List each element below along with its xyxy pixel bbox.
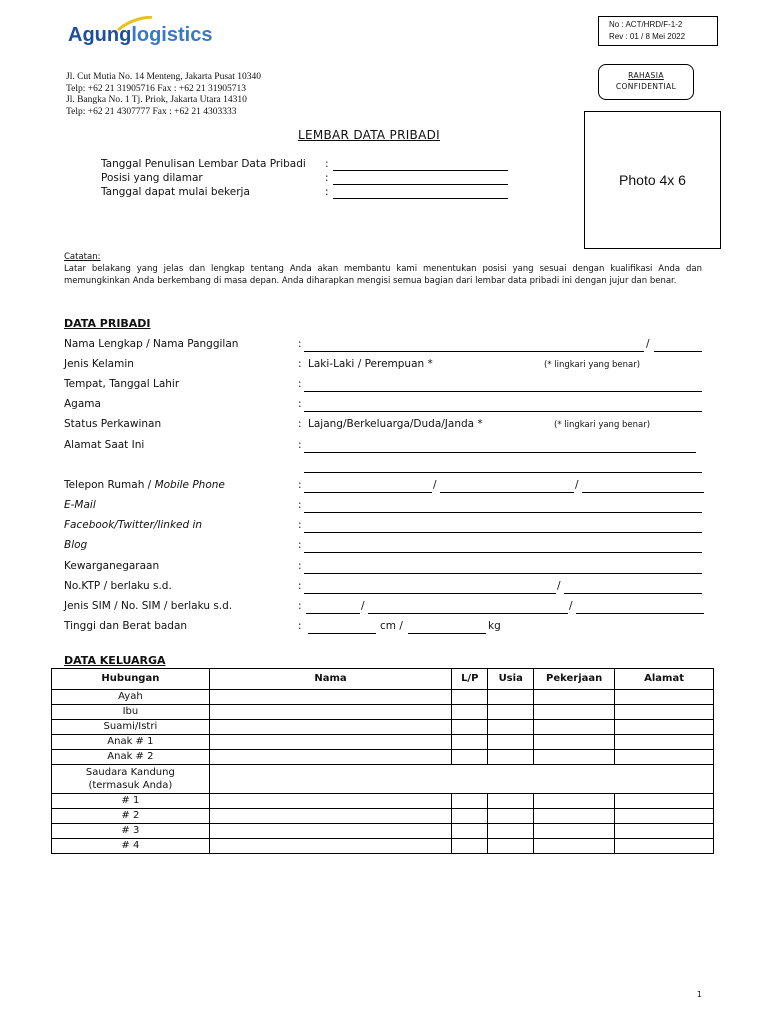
cm-unit: cm /: [380, 620, 403, 632]
table-row: [52, 750, 714, 765]
relation-cell: [52, 765, 210, 794]
field-gender[interactable]: [64, 358, 704, 378]
field-label: Blog: [64, 539, 88, 551]
gender-cell[interactable]: [452, 809, 488, 824]
colon: :: [298, 358, 302, 370]
field-label: Agama: [64, 398, 101, 410]
colon: :: [298, 580, 302, 592]
citizenship-input-line[interactable]: [304, 573, 702, 574]
sim-type-line[interactable]: [306, 613, 360, 614]
table-row: [52, 794, 714, 809]
field-label: Alamat Saat Ini: [64, 439, 145, 451]
notes-block: [64, 251, 702, 287]
address-line: Telp: +62 21 31905716 Fax : +62 21 31905713: [66, 83, 246, 94]
age-cell[interactable]: [488, 750, 534, 765]
job-cell[interactable]: [534, 750, 615, 765]
address-line: Jl. Cut Mutia No. 14 Menteng, Jakarta Pusat 10340: [66, 72, 261, 82]
page-title: LEMBAR DATA PRIBADI: [298, 128, 440, 142]
field-address[interactable]: [64, 439, 704, 459]
height-input-line[interactable]: [308, 633, 376, 634]
job-cell[interactable]: [534, 735, 615, 750]
name-cell[interactable]: [209, 794, 452, 809]
company-logo: [68, 24, 212, 47]
field-social[interactable]: [64, 519, 704, 539]
colon: :: [298, 338, 302, 350]
address-line: Telp: +62 21 4307777 Fax : +62 21 4303333: [66, 106, 237, 117]
slash: /: [361, 600, 365, 612]
field-address-continued[interactable]: [64, 459, 704, 479]
field-birth[interactable]: [64, 378, 704, 398]
table-row: [52, 735, 714, 750]
slash: /: [569, 600, 573, 612]
age-cell[interactable]: [488, 824, 534, 839]
slash: /: [646, 338, 650, 350]
relation-cell: Ibu: [52, 705, 210, 720]
field-label: Facebook/Twitter/linked in: [64, 519, 203, 531]
form-date-line[interactable]: [333, 170, 508, 171]
address-cell[interactable]: [615, 794, 714, 809]
ktp-number-line[interactable]: [304, 593, 556, 594]
relation-cell: # 1: [52, 794, 210, 809]
gender-cell[interactable]: [452, 705, 488, 720]
logo-swoosh-icon: [116, 16, 154, 32]
nickname-input-line[interactable]: [654, 351, 702, 352]
age-cell[interactable]: [488, 839, 534, 854]
address-line: Jl. Bangka No. 1 Tj. Priok, Jakarta Utara 14310: [66, 95, 247, 105]
siblings-sublabel: (termasuk Anda): [88, 780, 173, 791]
phone-label-home: Telepon Rumah /: [64, 479, 155, 491]
field-label: Jenis Kelamin: [64, 358, 134, 370]
table-row: [52, 690, 714, 705]
form-position-line[interactable]: [333, 184, 508, 185]
marital-options[interactable]: Lajang/Berkeluarga/Duda/Janda *: [308, 418, 483, 430]
colon: :: [298, 439, 302, 451]
slash: /: [433, 479, 437, 491]
colon: :: [298, 539, 302, 551]
circle-note: (* lingkari yang benar): [554, 420, 651, 430]
section-title-personal: DATA PRIBADI: [64, 317, 151, 330]
table-row: [52, 705, 714, 720]
name-cell[interactable]: [209, 735, 452, 750]
name-cell[interactable]: [209, 690, 452, 705]
relation-cell: # 2: [52, 809, 210, 824]
field-label: Status Perkawinan: [64, 418, 162, 430]
doc-number: No : ACT/HRD/F-1-2: [609, 20, 683, 29]
table-row: [52, 824, 714, 839]
job-cell[interactable]: [534, 839, 615, 854]
table-row-siblings-header: [52, 765, 714, 794]
job-cell[interactable]: [534, 809, 615, 824]
column-header: Hubungan: [52, 669, 210, 690]
name-cell[interactable]: [209, 720, 452, 735]
colon: :: [298, 600, 302, 612]
form-date-label: Tanggal Penulisan Lembar Data Pribadi: [101, 158, 306, 170]
slash: /: [575, 479, 579, 491]
name-cell[interactable]: [209, 750, 452, 765]
address-cell[interactable]: [615, 720, 714, 735]
age-cell[interactable]: [488, 705, 534, 720]
job-cell[interactable]: [534, 690, 615, 705]
religion-input-line[interactable]: [304, 411, 702, 412]
job-cell[interactable]: [534, 824, 615, 839]
field-label: No.KTP / berlaku s.d.: [64, 580, 172, 592]
gender-cell[interactable]: [452, 824, 488, 839]
document-number-box: [598, 16, 718, 46]
relation-cell: # 4: [52, 839, 210, 854]
notes-caption: Catatan:: [64, 252, 101, 262]
form-start-line[interactable]: [333, 198, 508, 199]
field-name[interactable]: [64, 338, 704, 358]
colon: :: [325, 172, 329, 184]
field-label: Nama Lengkap / Nama Panggilan: [64, 338, 239, 350]
address-cell[interactable]: [615, 809, 714, 824]
relation-cell: Suami/Istri: [52, 720, 210, 735]
sim-valid-line[interactable]: [576, 613, 704, 614]
colon: :: [298, 560, 302, 572]
form-position-label: Posisi yang dilamar: [101, 172, 203, 184]
field-label: Tempat, Tanggal Lahir: [64, 378, 180, 390]
phone-label-mobile: Mobile Phone: [154, 479, 225, 491]
name-cell[interactable]: [209, 809, 452, 824]
kg-unit: kg: [488, 620, 501, 632]
name-cell[interactable]: [209, 839, 452, 854]
notes-text: Latar belakang yang jelas dan lengkap tentang Anda akan membantu kami menentukan posisi yang sesuai dengan kualifikasi Anda dan memungkinkan Anda berkembang di masa depan. Anda diharapkan mengisi semua bagian dari lembar data pribadi ini dengan jujur dan benar.: [64, 264, 702, 286]
section-title-family: DATA KELUARGA: [64, 654, 166, 667]
column-header: L/P: [452, 669, 488, 690]
relation-cell: Anak # 2: [52, 750, 210, 765]
home-phone-line[interactable]: [304, 492, 432, 493]
colon: :: [298, 378, 302, 390]
confidential-badge: [598, 64, 694, 100]
column-header: Usia: [488, 669, 534, 690]
colon: :: [298, 519, 302, 531]
job-cell[interactable]: [534, 720, 615, 735]
page-number: 1: [696, 990, 702, 999]
address-cell[interactable]: [615, 750, 714, 765]
name-cell[interactable]: [209, 705, 452, 720]
circle-note: (* lingkari yang benar): [544, 360, 641, 370]
address-input-line[interactable]: [304, 452, 696, 453]
colon: :: [298, 398, 302, 410]
field-ktp[interactable]: [64, 580, 704, 600]
gender-cell[interactable]: [452, 794, 488, 809]
company-address: [66, 72, 261, 118]
table-row: [52, 809, 714, 824]
field-marital[interactable]: [64, 418, 704, 438]
slash: /: [557, 580, 561, 592]
phone-extra-line[interactable]: [582, 492, 704, 493]
age-cell[interactable]: [488, 735, 534, 750]
table-row: [52, 839, 714, 854]
address-cell[interactable]: [615, 735, 714, 750]
field-label: [64, 479, 225, 491]
doc-revision: Rev : 01 / 8 Mei 2022: [609, 32, 686, 41]
table-row: [52, 720, 714, 735]
blog-input-line[interactable]: [304, 552, 702, 553]
confidential-label-en: CONFIDENTIAL: [615, 82, 677, 91]
gender-cell[interactable]: [452, 839, 488, 854]
address-cell[interactable]: [615, 705, 714, 720]
relation-cell: # 3: [52, 824, 210, 839]
form-start-row[interactable]: [101, 186, 521, 202]
field-label: Tinggi dan Berat badan: [64, 620, 188, 632]
confidential-label-id: RAHASIA: [628, 71, 664, 80]
gender-cell[interactable]: [452, 720, 488, 735]
field-citizenship[interactable]: [64, 560, 704, 580]
colon: :: [298, 499, 302, 511]
column-header: Pekerjaan: [534, 669, 615, 690]
siblings-label: Saudara Kandung: [85, 767, 175, 778]
table-header-row: [52, 669, 714, 690]
photo-label: Photo 4x 6: [619, 172, 686, 188]
gender-cell[interactable]: [452, 690, 488, 705]
social-input-line[interactable]: [304, 532, 702, 533]
field-blog[interactable]: [64, 539, 704, 559]
column-header: Alamat: [615, 669, 714, 690]
merged-cell: [209, 765, 713, 794]
address-cell[interactable]: [615, 690, 714, 705]
field-height-weight[interactable]: [64, 620, 704, 640]
form-start-label: Tanggal dapat mulai bekerja: [101, 186, 250, 198]
address-cell[interactable]: [615, 824, 714, 839]
name-cell[interactable]: [209, 824, 452, 839]
field-label: Kewarganegaraan: [64, 560, 160, 572]
gender-cell[interactable]: [452, 750, 488, 765]
gender-options[interactable]: Laki-Laki / Perempuan *: [308, 358, 433, 370]
weight-input-line[interactable]: [408, 633, 486, 634]
field-email[interactable]: [64, 499, 704, 519]
field-label: Jenis SIM / No. SIM / berlaku s.d.: [64, 600, 233, 612]
family-table: [51, 668, 714, 854]
age-cell[interactable]: [488, 794, 534, 809]
colon: :: [298, 418, 302, 430]
email-input-line[interactable]: [304, 512, 702, 513]
colon: :: [298, 620, 302, 632]
colon: :: [298, 479, 302, 491]
job-cell[interactable]: [534, 705, 615, 720]
address-input-line-2[interactable]: [304, 472, 702, 473]
column-header: Nama: [209, 669, 452, 690]
birth-input-line[interactable]: [304, 391, 702, 392]
sim-number-line[interactable]: [368, 613, 568, 614]
age-cell[interactable]: [488, 720, 534, 735]
relation-cell: Ayah: [52, 690, 210, 705]
colon: :: [325, 158, 329, 170]
age-cell[interactable]: [488, 690, 534, 705]
gender-cell[interactable]: [452, 735, 488, 750]
field-phone[interactable]: [64, 479, 704, 499]
colon: :: [325, 186, 329, 198]
photo-placeholder[interactable]: [584, 111, 721, 249]
relation-cell: Anak # 1: [52, 735, 210, 750]
ktp-valid-line[interactable]: [564, 593, 702, 594]
field-sim[interactable]: [64, 600, 704, 620]
field-religion[interactable]: [64, 398, 704, 418]
logo-text-agung: Agung: [68, 24, 132, 46]
field-label: E-Mail: [64, 499, 96, 511]
address-cell[interactable]: [615, 839, 714, 854]
logo-text-logistics: logistics: [131, 24, 213, 46]
mobile-phone-line[interactable]: [440, 492, 574, 493]
job-cell[interactable]: [534, 794, 615, 809]
name-input-line[interactable]: [304, 351, 644, 352]
age-cell[interactable]: [488, 809, 534, 824]
